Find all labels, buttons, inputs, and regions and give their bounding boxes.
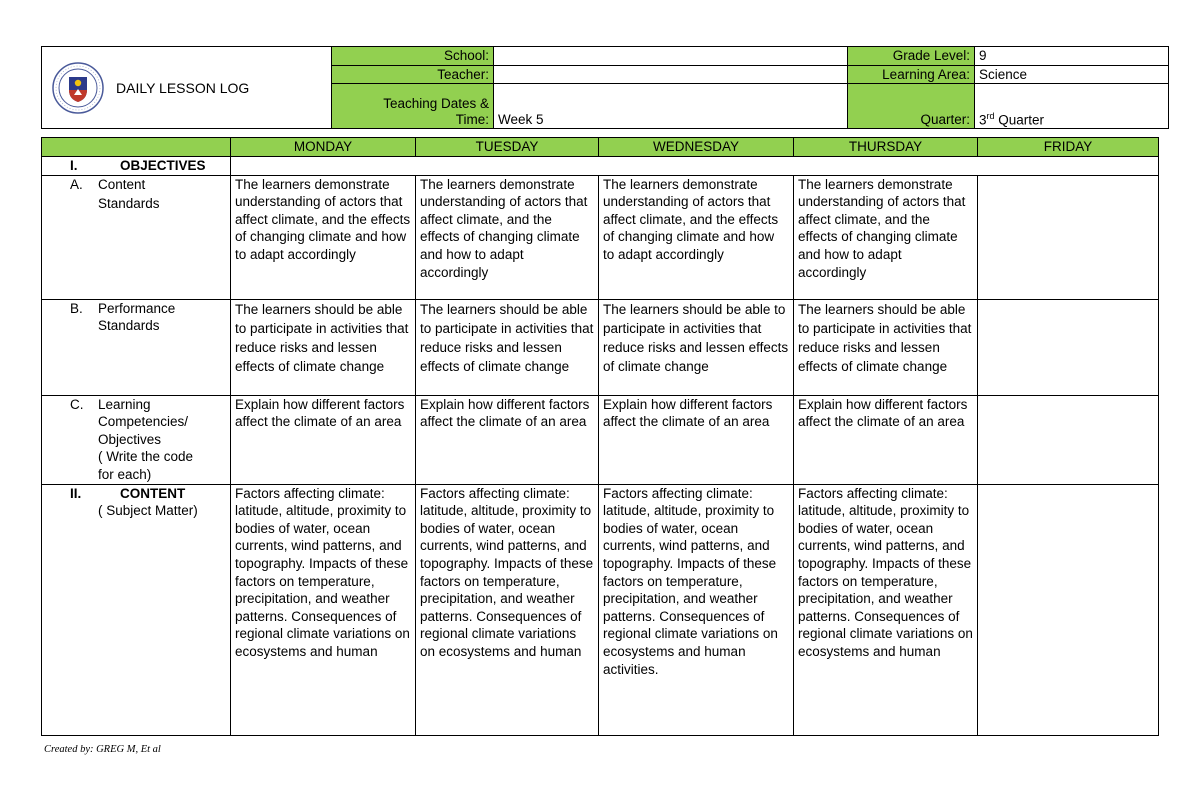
content-standards-row	[42, 175, 1159, 299]
quarter-label: Quarter:	[848, 84, 975, 129]
content-standards-label	[42, 175, 231, 299]
content-standards-wednesday[interactable]: The learners demonstrate understanding of actors that affect climate, and the effects of changing climate and how to adapt accordingly	[599, 175, 794, 299]
day-header-friday: FRIDAY	[978, 138, 1159, 157]
day-header-monday: MONDAY	[231, 138, 416, 157]
content-standards-tuesday[interactable]: The learners demonstrate understanding of actors that affect climate, and the effects of changing climate and how to adapt accordingly	[416, 175, 599, 299]
log-title: DAILY LESSON LOG	[116, 79, 250, 96]
day-header-thursday: THURSDAY	[794, 138, 978, 157]
performance-standards-letter: B.	[70, 300, 83, 316]
content-standards-label-1: Content	[98, 176, 146, 192]
competencies-thursday[interactable]: Explain how different factors affect the climate of an area	[794, 395, 978, 484]
content-section-title: CONTENT	[120, 485, 186, 501]
content-section-row	[42, 484, 1159, 735]
day-header-tuesday: TUESDAY	[416, 138, 599, 157]
grade-field[interactable]: 9	[975, 47, 1169, 66]
content-standards-friday[interactable]	[978, 175, 1159, 299]
competencies-row	[42, 395, 1159, 484]
content-friday[interactable]	[978, 484, 1159, 735]
performance-standards-label-2: Standards	[98, 318, 160, 334]
deped-seal-icon	[52, 62, 104, 114]
performance-standards-thursday[interactable]: The learners should be able to participate in activities that reduce risks and lessen effects of climate change	[794, 299, 978, 395]
day-header-wednesday: WEDNESDAY	[599, 138, 794, 157]
performance-standards-tuesday[interactable]: The learners should be able to participate in activities that reduce risks and lessen effects of climate change	[416, 299, 599, 395]
objectives-heading	[42, 157, 231, 176]
performance-standards-friday[interactable]	[978, 299, 1159, 395]
content-monday[interactable]: Factors affecting climate: latitude, altitude, proximity to bodies of water, ocean currents, wind patterns, and topography. Impacts of these factors on temperature, precipitation, and weather patterns. Consequences of regional climate variations on ecosystems and human	[231, 484, 416, 735]
competencies-monday[interactable]: Explain how different factors affect the climate of an area	[231, 395, 416, 484]
content-section-subtitle: ( Subject Matter)	[98, 503, 198, 519]
content-standards-monday[interactable]: The learners demonstrate understanding of actors that affect climate, and the effects of changing climate and how to adapt accordingly	[231, 175, 416, 299]
school-field[interactable]	[494, 47, 848, 66]
objectives-section-row	[42, 157, 1159, 176]
dates-label-line1: Teaching Dates &	[383, 96, 489, 111]
lesson-table	[41, 137, 1159, 736]
content-standards-thursday[interactable]: The learners demonstrate understanding of actors that affect climate, and the effects of changing climate and how to adapt accordingly	[794, 175, 978, 299]
quarter-field[interactable]	[975, 84, 1169, 129]
competencies-label-3: Objectives	[98, 431, 162, 447]
content-tuesday[interactable]: Factors affecting climate: latitude, altitude, proximity to bodies of water, ocean currents, wind patterns, and topography. Impacts of these factors on temperature, precipitation, and weather patterns. Consequences of regional climate variations on ecosystems and human	[416, 484, 599, 735]
competencies-label-5: for each)	[98, 466, 152, 482]
content-thursday[interactable]: Factors affecting climate: latitude, altitude, proximity to bodies of water, ocean currents, wind patterns, and topography. Impacts of these factors on temperature, precipitation, and weather patterns. Consequences of regional climate variations on ecosystems and human	[794, 484, 978, 735]
competencies-label	[42, 395, 231, 484]
dates-label-line2: Time:	[455, 112, 489, 127]
objectives-span-cell	[231, 157, 1159, 176]
performance-standards-wednesday[interactable]: The learners should be able to participate in activities that reduce risks and lessen effects of climate change	[599, 299, 794, 395]
content-standards-label-2: Standards	[98, 196, 160, 212]
day-header-row	[42, 138, 1159, 157]
area-field[interactable]: Science	[975, 66, 1169, 84]
quarter-word: Quarter	[994, 112, 1045, 127]
area-label: Learning Area:	[848, 66, 975, 84]
quarter-num: 3	[979, 112, 987, 127]
performance-standards-monday[interactable]: The learners should be able to participate in activities that reduce risks and lessen effects of climate change	[231, 299, 416, 395]
content-section-label	[42, 484, 231, 735]
competencies-tuesday[interactable]: Explain how different factors affect the climate of an area	[416, 395, 599, 484]
school-label: School:	[332, 47, 494, 66]
content-standards-letter: A.	[70, 176, 83, 192]
competencies-friday[interactable]	[978, 395, 1159, 484]
corner-cell	[42, 138, 231, 157]
performance-standards-row	[42, 299, 1159, 395]
logo-cell	[42, 47, 332, 129]
content-section-number: II.	[70, 485, 82, 501]
quarter-sup: rd	[986, 110, 995, 121]
teacher-label: Teacher:	[332, 66, 494, 84]
header-table	[41, 46, 1169, 129]
competencies-label-4: ( Write the code	[98, 449, 194, 465]
content-wednesday[interactable]: Factors affecting climate: latitude, altitude, proximity to bodies of water, ocean currents, wind patterns, and topography. Impacts of these factors on temperature, precipitation, and weather patterns. Consequences of regional climate variations on ecosystems and human activities.	[599, 484, 794, 735]
grade-label: Grade Level:	[848, 47, 975, 66]
objectives-title: OBJECTIVES	[120, 158, 206, 173]
competencies-wednesday[interactable]: Explain how different factors affect the climate of an area	[599, 395, 794, 484]
performance-standards-label	[42, 299, 231, 395]
competencies-label-1: Learning	[98, 396, 151, 412]
objectives-number: I.	[70, 158, 78, 173]
dates-field[interactable]: Week 5	[494, 84, 848, 129]
footer-credit: Created by: GREG M, Et al	[44, 744, 161, 755]
competencies-letter: C.	[70, 396, 84, 412]
teacher-field[interactable]	[494, 66, 848, 84]
performance-standards-label-1: Performance	[98, 300, 176, 316]
competencies-label-2: Competencies/	[98, 414, 189, 430]
dates-label	[332, 84, 494, 129]
